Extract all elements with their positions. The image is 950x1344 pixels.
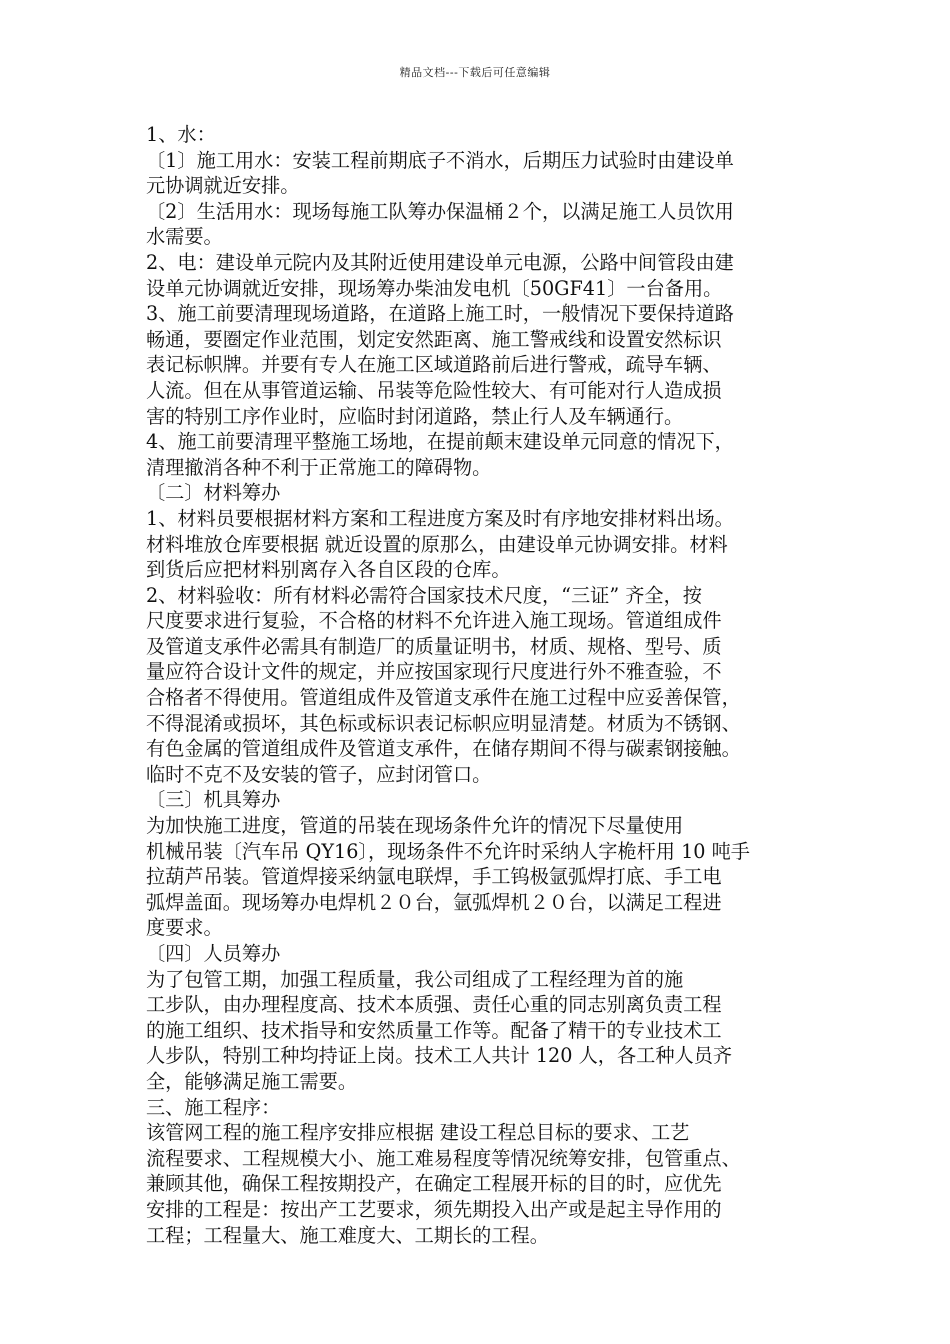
text-line: 尺度要求进行复验，不合格的材料不允许进入施工现场。管道组成件: [146, 609, 722, 633]
text-line: 元协调就近安排。: [146, 174, 300, 198]
text-line: 人流。但在从事管道运输、吊装等危险性较大、有可能对行人造成损: [146, 378, 722, 402]
text-line: 安排的工程是：按出产工艺要求，须先期投入出产或是起主导作用的: [146, 1197, 722, 1221]
text-line: 有色金属的管道组成件及管道支承件，在储存期间不得与碳素钢接触。: [146, 737, 741, 761]
text-line: 设单元协调就近安排，现场筹办柴油发电机〔50GF41〕一台备用。: [146, 276, 723, 300]
text-line: 1、水：: [146, 123, 216, 146]
text-line: 工程；工程量大、施工难度大、工期长的工程。: [146, 1223, 549, 1247]
text-line: 2、材料验收：所有材料必需符合国家技术尺度，“三证” 齐全，按: [146, 583, 702, 607]
text-line: 的施工组织、技术指导和安然质量工作等。配备了精干的专业技术工: [146, 1018, 722, 1042]
text-line: 合格者不得使用。管道组成件及管道支承件在施工过程中应妥善保管，: [146, 686, 741, 710]
text-line: 〔1〕施工用水：安装工程前期底子不消水，后期压力试验时由建设单: [146, 148, 734, 172]
text-line: 1、材料员要根据材料方案和工程进度方案及时有序地安排材料出场。: [146, 506, 734, 530]
text-line: 为了包管工期，加强工程质量，我公司组成了工程经理为首的施: [146, 967, 684, 991]
text-line: 表记标帜牌。并要有专人在施工区域道路前后进行警戒，疏导车辆、: [146, 353, 722, 377]
text-line: 流程要求、工程规模大小、施工难易程度等情况统筹安排，包管重点、: [146, 1146, 741, 1170]
text-line: 全，能够满足施工需要。: [146, 1069, 358, 1093]
text-line: 不得混淆或损坏，其色标或标识表记标帜应明显清楚。材质为不锈钢、: [146, 711, 741, 735]
text-line: 工步队，由办理程度高、技术本质强、责任心重的同志别离负责工程: [146, 993, 722, 1017]
text-line: 水需要。: [146, 225, 223, 249]
text-line: 弧焊盖面。现场筹办电焊机２０台，氩弧焊机２０台，以满足工程进: [146, 890, 722, 914]
text-line: 3、施工前要清理现场道路，在道路上施工时，一般情况下要保持道路: [146, 302, 734, 326]
section-heading: 该管网工程的施工程序安排应根据 建设工程总目标的要求、工艺: [146, 1121, 690, 1145]
text-line: 度要求。: [146, 916, 223, 940]
section-heading: 〔二〕材料筹办: [146, 481, 281, 505]
section-heading: 〔三〕机具筹办: [146, 788, 281, 812]
text-line: 2、电：建设单元院内及其附近使用建设单元电源，公路中间管段由建: [146, 250, 734, 274]
text-line: 到货后应把材料别离存入各自区段的仓库。: [146, 558, 511, 582]
text-line: 〔2〕生活用水：现场每施工队筹办保温桶２个，以满足施工人员饮用: [146, 199, 734, 223]
text-line: 人步队，特别工种均持证上岗。技术工人共计 120 人，各工种人员齐: [146, 1044, 733, 1068]
text-line: 机械吊装〔汽车吊 QY16〕，现场条件不允许时采纳人字桅杆用 10 吨手: [146, 839, 750, 863]
text-line: 三、施工程序：: [146, 1095, 281, 1119]
text-line: 拉葫芦吊装。管道焊接采纳氩电联焊，手工钨极氩弧焊打底、手工电: [146, 865, 722, 889]
text-line: 兼顾其他，确保工程按期投产，在确定工程展开标的目的时，应优先: [146, 1172, 722, 1196]
text-line: 为加快施工进度，管道的吊装在现场条件允许的情况下尽量使用: [146, 814, 684, 838]
text-line: 畅通，要圈定作业范围，划定安然距离、施工警戒线和设置安然标识: [146, 327, 722, 351]
page-header: 精品文档---下载后可任意编辑: [399, 66, 551, 79]
text-line: 量应符合设计文件的规定，并应按国家现行尺度进行外不雅查验，不: [146, 660, 722, 684]
text-line: 临时不克不及安装的管子，应封闭管口。: [146, 762, 492, 786]
section-heading: 〔四〕人员筹办: [146, 942, 281, 965]
text-line: 及管道支承件必需具有制造厂的质量证明书，材质、规格、型号、质: [146, 634, 722, 658]
text-line: 材料堆放仓库要根据 就近设置的原那么，由建设单元协调安排。材料: [146, 532, 728, 556]
text-line: 清理撤消各种不利于正常施工的障碍物。: [146, 455, 492, 479]
text-line: 4、施工前要清理平整施工场地，在提前颠末建设单元同意的情况下，: [146, 430, 734, 454]
text-line: 害的特别工序作业时，应临时封闭道路，禁止行人及车辆通行。: [146, 404, 684, 428]
document-body: [146, 122, 832, 1248]
